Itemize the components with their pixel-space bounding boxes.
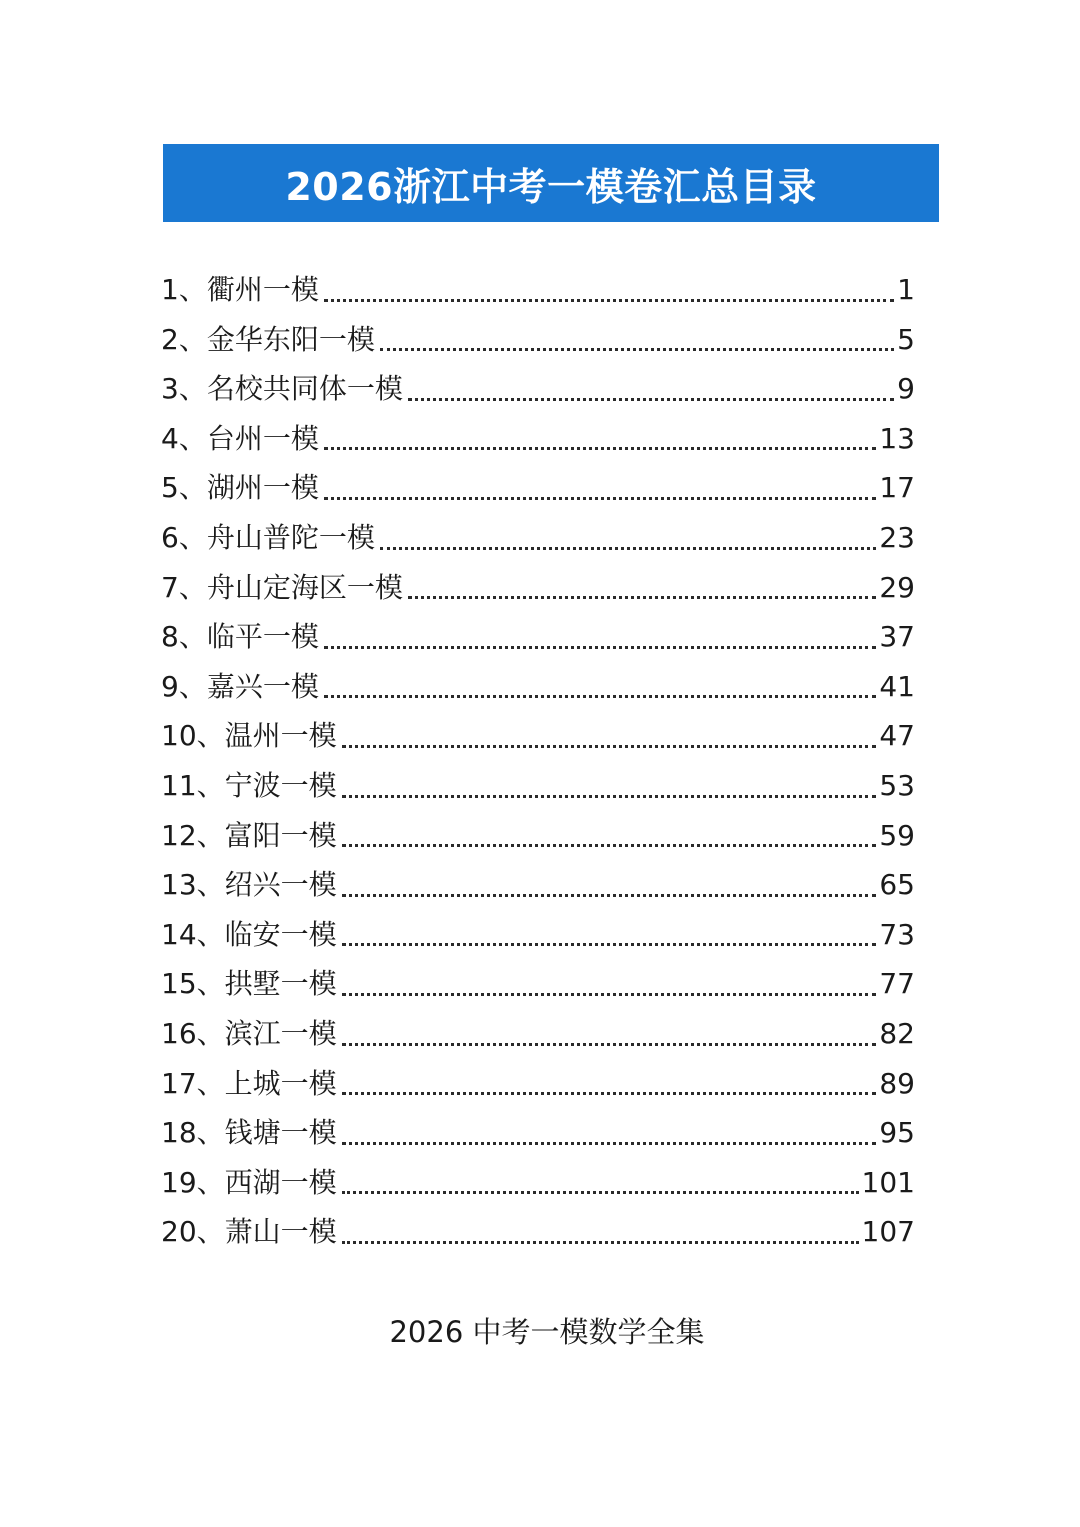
toc-entry[interactable] — [161, 1158, 915, 1208]
toc-entry-label: 4、台州一模 — [161, 421, 319, 455]
toc-entry-label: 9、嘉兴一模 — [161, 669, 319, 703]
toc-entry-label: 2、金华东阳一模 — [161, 322, 375, 356]
toc-entry-page-number: 17 — [879, 471, 915, 505]
toc-entry[interactable] — [161, 414, 915, 464]
toc-dot-leader — [380, 547, 877, 550]
page-title: 2026浙江中考一模卷汇总目录 — [285, 164, 817, 209]
toc-dot-leader — [342, 844, 877, 847]
toc-entry-page-number: 73 — [879, 917, 915, 951]
toc-entry[interactable] — [161, 1207, 915, 1257]
toc-entry[interactable] — [161, 513, 915, 563]
toc-entry-page-number: 13 — [879, 421, 915, 455]
toc-entry[interactable] — [161, 761, 915, 811]
toc-dot-leader — [342, 795, 877, 798]
toc-entry-page-number: 101 — [861, 1165, 915, 1199]
toc-dot-leader — [408, 596, 877, 599]
toc-entry-page-number: 82 — [879, 1016, 915, 1050]
toc-entry-page-number: 53 — [879, 768, 915, 802]
toc-dot-leader — [408, 398, 894, 401]
toc-entry-page-number: 77 — [879, 967, 915, 1001]
toc-dot-leader — [324, 447, 877, 450]
toc-entry[interactable] — [161, 463, 915, 513]
toc-entry-label: 1、衢州一模 — [161, 273, 319, 306]
toc-entry[interactable] — [161, 1009, 915, 1059]
toc-entry[interactable] — [161, 364, 915, 414]
toc-entry[interactable] — [161, 315, 915, 365]
toc-entry-page-number: 47 — [879, 719, 915, 753]
toc-dot-leader — [342, 1142, 877, 1145]
toc-entry-label: 11、宁波一模 — [161, 768, 337, 802]
toc-dot-leader — [324, 497, 877, 500]
table-of-contents — [161, 265, 915, 1257]
toc-entry-page-number: 41 — [879, 669, 915, 703]
toc-dot-leader — [324, 299, 894, 302]
toc-entry-label: 10、温州一模 — [161, 719, 337, 753]
toc-entry-label: 17、上城一模 — [161, 1066, 337, 1100]
toc-entry-label: 6、舟山普陀一模 — [161, 520, 375, 554]
toc-entry-page-number: 65 — [879, 868, 915, 902]
toc-entry-label: 19、西湖一模 — [161, 1165, 337, 1199]
toc-entry-page-number: 107 — [861, 1215, 915, 1249]
footer-text: 2026 中考一模数学全集 — [389, 1315, 705, 1349]
toc-entry-page-number: 1 — [897, 273, 915, 306]
toc-entry[interactable] — [161, 662, 915, 712]
toc-entry[interactable] — [161, 711, 915, 761]
toc-entry-label: 3、名校共同体一模 — [161, 372, 403, 406]
toc-dot-leader — [342, 1092, 877, 1095]
toc-entry-page-number: 29 — [879, 570, 915, 604]
toc-entry-page-number: 37 — [879, 620, 915, 654]
toc-entry-label: 5、湖州一模 — [161, 471, 319, 505]
toc-dot-leader — [342, 894, 877, 897]
title-banner — [163, 144, 939, 222]
toc-entry-page-number: 95 — [879, 1116, 915, 1150]
toc-entry[interactable] — [161, 563, 915, 613]
toc-dot-leader — [342, 1241, 859, 1244]
toc-dot-leader — [380, 348, 894, 351]
toc-entry-page-number: 5 — [897, 322, 915, 356]
toc-dot-leader — [342, 993, 877, 996]
toc-entry[interactable] — [161, 265, 915, 315]
toc-entry[interactable] — [161, 959, 915, 1009]
toc-dot-leader — [342, 943, 877, 946]
toc-entry-page-number: 9 — [897, 372, 915, 406]
toc-entry-label: 12、富阳一模 — [161, 818, 337, 852]
toc-dot-leader — [342, 1191, 859, 1194]
toc-entry[interactable] — [161, 1108, 915, 1158]
toc-entry[interactable] — [161, 860, 915, 910]
toc-entry[interactable] — [161, 910, 915, 960]
toc-dot-leader — [342, 745, 877, 748]
toc-entry-page-number: 89 — [879, 1066, 915, 1100]
toc-dot-leader — [324, 695, 877, 698]
toc-entry-label: 8、临平一模 — [161, 620, 319, 654]
toc-entry-page-number: 23 — [879, 520, 915, 554]
toc-entry-label: 15、拱墅一模 — [161, 967, 337, 1001]
toc-entry-label: 7、舟山定海区一模 — [161, 570, 403, 604]
toc-dot-leader — [324, 646, 877, 649]
toc-entry-label: 18、钱塘一模 — [161, 1116, 337, 1150]
toc-entry-label: 16、滨江一模 — [161, 1016, 337, 1050]
toc-entry[interactable] — [161, 1059, 915, 1109]
toc-entry-label: 13、绍兴一模 — [161, 868, 337, 902]
toc-entry-label: 14、临安一模 — [161, 917, 337, 951]
toc-entry-label: 20、萧山一模 — [161, 1215, 337, 1249]
toc-dot-leader — [342, 1043, 877, 1046]
toc-entry[interactable] — [161, 811, 915, 861]
toc-entry-page-number: 59 — [879, 818, 915, 852]
toc-entry[interactable] — [161, 612, 915, 662]
